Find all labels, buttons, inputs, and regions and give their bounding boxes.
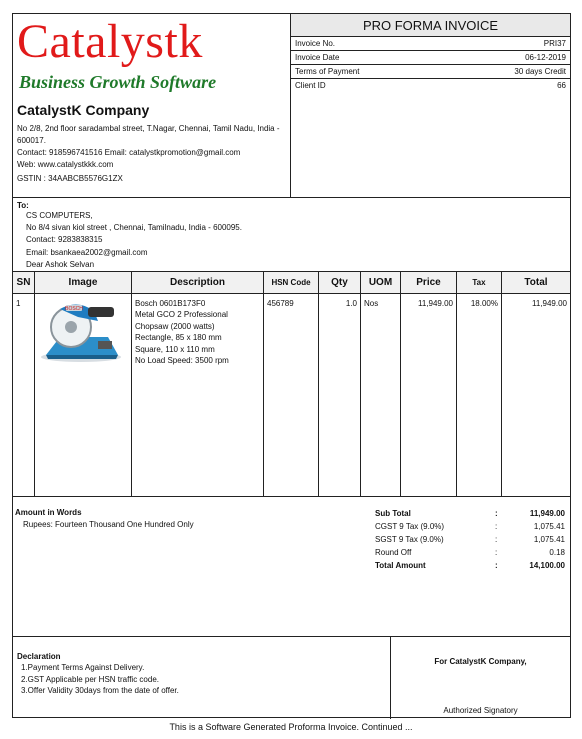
summary-label: Sub Total [375,509,411,518]
declaration-block [13,637,391,719]
items-table [13,272,570,497]
summary-label: Round Off [375,548,412,557]
company-address: No 2/8, 2nd floor saradambal street, T.Nagar, Chennai, Tamil Nadu, India - 600017. [17,124,280,145]
recipient-block [13,198,570,272]
subtotal-value: 11,949.00 [529,509,565,518]
client-id-row [291,79,570,93]
column-header-hsn: HSN Code [264,272,318,294]
chopsaw-product-image [38,297,124,363]
amount-in-words-title: Amount in Words [15,508,82,517]
invoice-info-label: Terms of Payment [295,67,360,76]
company-contact: Contact: 918596741516 Email: catalystkpromotion@gmail.com [17,148,241,157]
invoice-header [13,14,570,198]
item-description-line: Chopsaw (2000 watts) [135,321,215,331]
cgst-row [375,520,565,533]
amount-in-words-text: Rupees: Fourteen Thousand One Hundred Only [23,520,194,529]
summary-separator: : [495,522,498,531]
price-column [401,272,457,497]
item-qty: 1.0 [345,299,357,308]
summary-separator: : [495,548,498,557]
company-name: CatalystK Company [17,102,150,118]
recipient-email: Email: bsankaea2002@gmail.com [26,247,148,257]
summary-table [375,507,565,572]
item-description-line: Metal GCO 2 Professional [135,310,228,320]
summary-separator: : [495,509,498,518]
column-header-qty: Qty [319,272,360,294]
subtotal-row [375,507,565,520]
cgst-value: 1,075.41 [533,522,565,531]
declaration-line: 1.Payment Terms Against Delivery. [21,663,145,672]
sgst-value: 1,075.41 [533,535,565,544]
column-header-description: Description [132,272,263,294]
recipient-contact: Contact: 9283838315 [26,235,103,245]
invoice-title: PRO FORMA INVOICE [291,14,570,37]
payment-terms-row [291,65,570,79]
invoice-page [12,13,571,718]
image-column [35,272,132,497]
description-column [132,272,264,497]
declaration-line: 2.GST Applicable per HSN traffic code. [21,674,159,684]
total-amount-row [375,559,565,572]
totals-section [13,497,570,637]
summary-label: SGST 9 Tax (9.0%) [375,535,444,544]
declaration-title: Declaration [17,652,61,661]
tax-column [457,272,502,497]
recipient-label: To: [17,201,29,210]
item-tax: 18.00% [470,299,498,308]
invoice-date: 06-12-2019 [525,53,566,62]
item-hsn: 456789 [267,299,294,308]
invoice-info-block [291,14,570,198]
for-company-label: For CatalystK Company, [434,657,527,666]
sn-column [13,272,35,497]
company-logo: Catalystk [17,15,203,68]
item-uom: Nos [364,299,379,308]
column-header-tax: Tax [457,272,501,294]
column-header-image: Image [35,272,131,294]
recipient-greeting: Dear Ashok Selvan [26,259,95,269]
recipient-address: No 8/4 sivan kiol street , Chennai, Tamilnadu, India - 600095. [26,223,242,233]
column-header-sn: SN [13,272,34,294]
summary-separator: : [495,535,498,544]
invoice-number: PRI37 [543,39,566,48]
item-description-line: No Load Speed: 3500 rpm [135,356,229,366]
item-description [132,294,263,370]
invoice-date-row [291,51,570,65]
column-header-price: Price [401,272,456,294]
item-price: 11,949.00 [418,299,453,308]
item-description-line: Rectangle, 85 x 180 mm [135,333,222,343]
invoice-info-label: Invoice Date [295,53,340,62]
summary-label: CGST 9 Tax (9.0%) [375,522,445,531]
company-web: Web: www.catalystkkk.com [17,160,114,169]
item-description-line: Bosch 0601B173F0 [135,299,206,308]
bottom-note: This is a Software Generated Proforma Invoice. Continued ... [169,722,413,732]
item-sn: 1 [16,299,21,308]
round-off-row [375,546,565,559]
sgst-row [375,533,565,546]
round-off-value: 0.18 [549,548,565,557]
company-details [17,123,287,171]
column-header-total: Total [502,272,570,294]
total-column [502,272,570,497]
company-tagline: Business Growth Software [19,72,217,92]
recipient-details [26,210,242,271]
total-amount-value: 14,100.00 [529,561,565,570]
declaration-lines [21,662,179,697]
uom-column [361,272,401,497]
company-block [13,14,291,198]
summary-label: Total Amount [375,561,426,570]
qty-column [319,272,361,497]
company-gstin: GSTIN : 34AABCB5576G1ZX [17,174,123,183]
summary-separator: : [495,561,498,570]
authorized-signatory: Authorized Signatory [443,706,518,715]
invoice-info-label: Client ID [295,81,326,90]
invoice-number-row [291,37,570,51]
payment-terms: 30 days Credit [514,67,566,76]
item-total: 11,949.00 [532,299,567,308]
declaration-line: 3.Offer Validity 30days from the date of offer. [21,686,179,695]
hsn-column [264,272,319,497]
item-description-line: Square, 110 x 110 mm [135,344,215,354]
invoice-footer [13,637,570,719]
product-brand-label: BOSCH [65,306,83,312]
column-header-uom: UOM [361,272,400,294]
recipient-name: CS COMPUTERS, [26,211,93,220]
invoice-info-label: Invoice No. [295,39,336,48]
client-id: 66 [557,81,566,90]
